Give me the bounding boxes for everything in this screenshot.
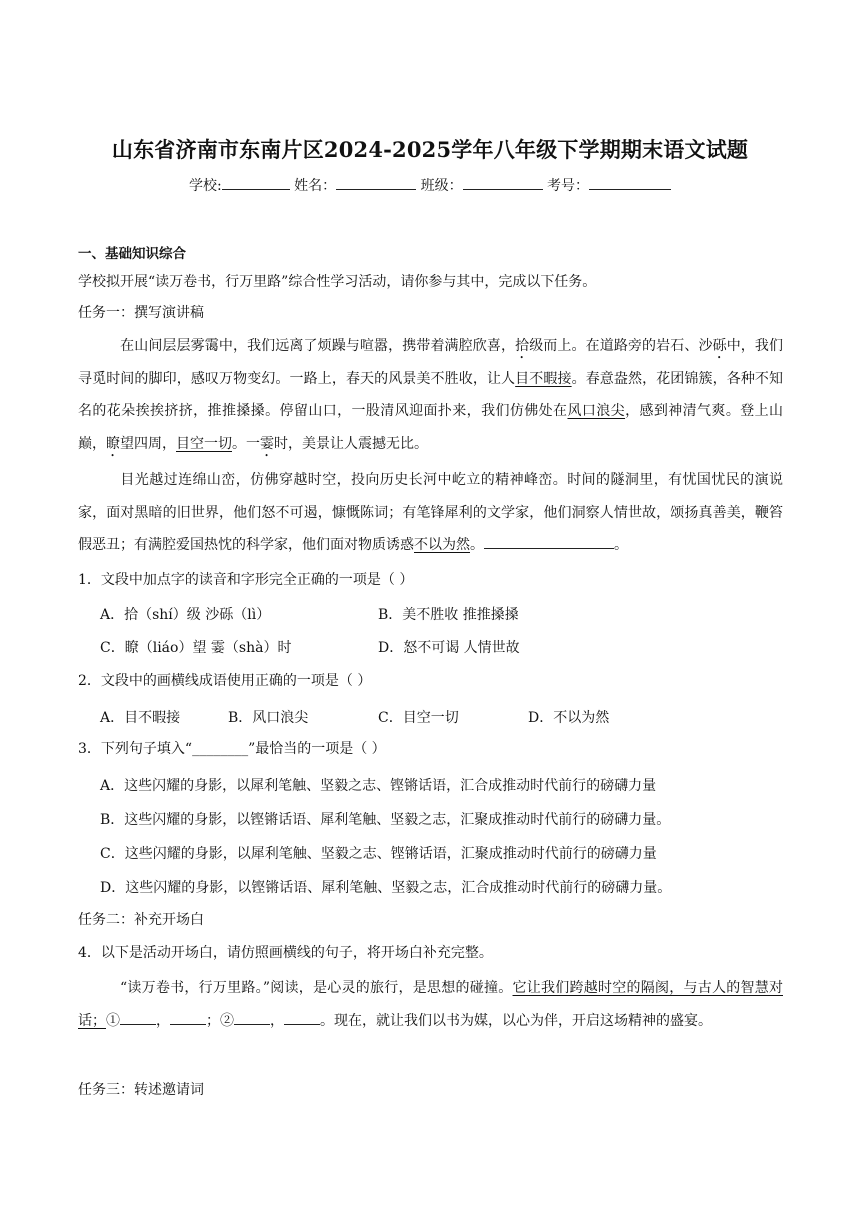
exam-number-label: 考号： bbox=[547, 178, 590, 194]
task-two-heading: 任务二：补充开场白 bbox=[78, 912, 204, 928]
underlined-model-sentence: 它让我们跨越时空的隔阂，与古人的智慧对话； bbox=[78, 980, 783, 1029]
q2-option-b[interactable]: B．风口浪尖 bbox=[228, 710, 309, 726]
speech-paragraph-2: 目光越过连绵山峦，仿佛穿越时空，投向历史长河中屹立的精神峰峦。时间的隧洞里，有忧国忧民的演说家，面对黑暗的旧世界，他们怒不可遏，慷慨陈词；有笔锋犀利的文学家，他们洞察人情世故，颂扬真善美，鞭笞假恶丑；有满腔爱国热忱的科学家，他们面对物质诱惑不以为然。 。 bbox=[78, 472, 783, 553]
dotted-char: 砾 bbox=[712, 338, 727, 354]
q3-option-a[interactable]: A．这些闪耀的身影，以犀利笔触、坚毅之志、铿锵话语，汇合成推动时代前行的磅礴力量 bbox=[100, 778, 657, 794]
dotted-char: 霎 bbox=[260, 435, 274, 452]
class-label: 班级： bbox=[420, 178, 463, 194]
opening-speech-paragraph: “读万卷书，行万里路。”阅读，是心灵的旅行，是思想的碰撞。它让我们跨越时空的隔阂，与古人的智慧对话；① ， ；② ， 。现在，就让我们以书为媒，以心为伴，开启这场精神的盛宴。 bbox=[78, 980, 783, 1029]
page-title: 山东省济南市东南片区2024-2025学年八年级下学期期末语文试题 bbox=[111, 137, 749, 162]
dotted-char: 瞭 bbox=[106, 435, 120, 452]
speech-paragraph-1: 在山间层层雾霭中，我们远离了烦躁与喧嚣，携带着满腔欣喜，拾级而上。在道路旁的岩石、沙砾中，我们寻觅时间的脚印，感叹万物变幻。一路上，春天的风景美不胜收，让人目不暇接。春意盎然，花团锦簇，各种不知名的花朵挨挨挤挤，推推搡搡。停留山口，一股清风迎面扑来，我们仿佛处在风口浪尖，感到神清气爽。登上山巅，瞭望四周，目空一切。一霎时，美景让人震撼无比。 bbox=[78, 338, 784, 452]
answer-blank bbox=[284, 1010, 320, 1025]
q3-option-d[interactable]: D．这些闪耀的身影，以铿锵话语、犀利笔触、坚毅之志，汇合成推动时代前行的磅礴力量。 bbox=[100, 880, 672, 896]
question-1-stem: 1．文段中加点字的读音和字形完全正确的一项是（ ） bbox=[78, 572, 414, 588]
answer-blank bbox=[234, 1010, 270, 1025]
q1-option-d[interactable]: D．怒不可谒 人情世故 bbox=[378, 640, 520, 656]
answer-blank bbox=[170, 1010, 206, 1025]
underlined-idiom: 风口浪尖 bbox=[567, 403, 626, 419]
q3-option-b[interactable]: B．这些闪耀的身影，以铿锵话语、犀利笔触、坚毅之志，汇聚成推动时代前行的磅礴力量。 bbox=[100, 812, 671, 828]
underlined-idiom: 不以为然 bbox=[414, 537, 470, 553]
q1-option-c[interactable]: C．瞭（liáo）望 霎（shà）时 bbox=[100, 640, 292, 656]
question-2-stem: 2．文段中的画横线成语使用正确的一项是（ ） bbox=[78, 673, 372, 689]
q2-option-a[interactable]: A．目不暇接 bbox=[100, 710, 181, 726]
section-heading: 一、基础知识综合 bbox=[78, 246, 186, 262]
q2-option-c[interactable]: C．目空一切 bbox=[378, 710, 459, 726]
name-blank bbox=[336, 177, 416, 190]
exam-number-blank bbox=[589, 177, 671, 190]
task-one-heading: 任务一：撰写演讲稿 bbox=[78, 305, 204, 321]
underlined-idiom: 目空一切 bbox=[176, 435, 232, 452]
answer-blank bbox=[120, 1010, 156, 1025]
answer-blank bbox=[484, 534, 614, 549]
school-label: 学校: bbox=[188, 178, 222, 194]
school-blank bbox=[222, 177, 290, 190]
q1-option-a[interactable]: A．拾（shí）级 沙砾（lì） bbox=[100, 607, 271, 623]
name-label: 姓名： bbox=[294, 178, 337, 194]
question-3-stem: 3．下列句子填入“________”最恰当的一项是（ ） bbox=[78, 741, 386, 757]
class-blank bbox=[463, 177, 543, 190]
q1-option-b[interactable]: B．美不胜收 推推搡搡 bbox=[378, 607, 519, 623]
underlined-idiom: 目不暇接 bbox=[515, 370, 572, 387]
section-intro: 学校拟开展“读万卷书，行万里路”综合性学习活动，请你参与其中，完成以下任务。 bbox=[78, 274, 597, 290]
task-three-heading: 任务三：转述邀请词 bbox=[78, 1082, 204, 1098]
question-4-stem: 4．以下是活动开场白，请仿照画横线的句子，将开场白补充完整。 bbox=[78, 945, 493, 961]
q2-option-d[interactable]: D．不以为然 bbox=[528, 710, 610, 726]
q3-option-c[interactable]: C．这些闪耀的身影，以犀利笔触、坚毅之志、铿锵话语，汇聚成推动时代前行的磅礴力量 bbox=[100, 846, 657, 862]
dotted-char: 拾 bbox=[515, 338, 530, 354]
student-info-row bbox=[0, 175, 860, 195]
